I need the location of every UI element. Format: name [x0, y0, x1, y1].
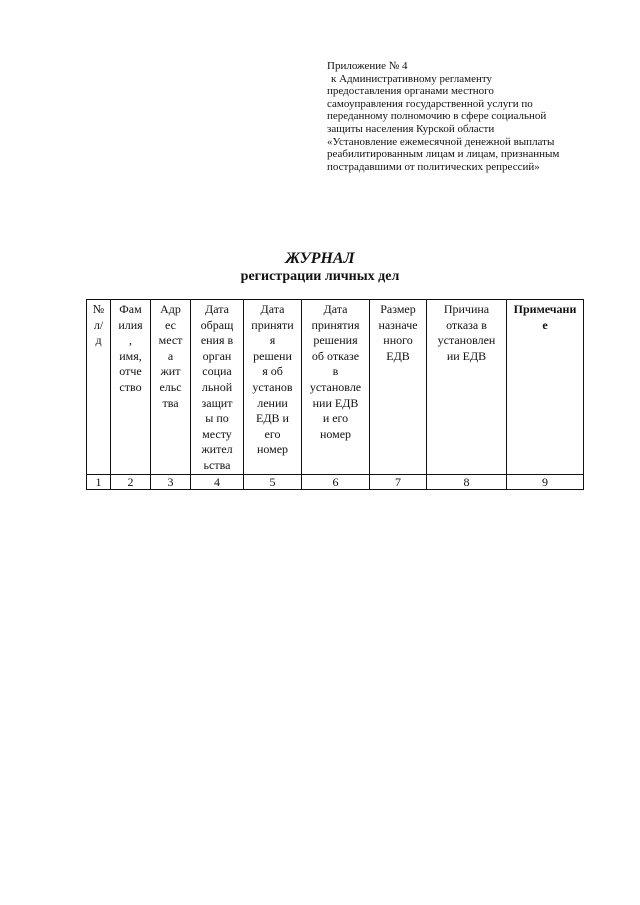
- header-cell-notes: [507, 300, 584, 475]
- column-number-cell: 7: [370, 474, 427, 489]
- column-number-cell: 1: [87, 474, 111, 489]
- header-cell-refusal-reason: [427, 300, 507, 475]
- header-cell-address: [151, 300, 191, 475]
- appendix-line: предоставления органами местного: [327, 85, 494, 98]
- appendix-line: реабилитированным лицам и лицам, признанным: [327, 148, 560, 161]
- header-text: Примечани е: [513, 302, 577, 332]
- appendix-line: защиты населения Курской области: [327, 122, 495, 135]
- document-title: ЖУРНАЛ: [285, 250, 355, 267]
- document-subtitle: регистрации личных дел: [240, 269, 400, 284]
- header-cell-decision-date: [244, 300, 302, 475]
- header-text: № л/ д: [92, 302, 105, 348]
- header-text: Дата принятия решения об отказе в установле нии ЕДВ и его номер: [309, 302, 362, 441]
- table-header-row: [87, 300, 584, 475]
- registration-journal-table: [86, 299, 584, 490]
- header-cell-fullname: [111, 300, 151, 475]
- header-text: Дата приняти я решени я об установ лении ЕДВ и его номер: [251, 302, 294, 457]
- header-text: Причина отказа в установлен ии ЕДВ: [437, 302, 496, 363]
- header-cell-application-date: [191, 300, 244, 475]
- header-cell-amount: [370, 300, 427, 475]
- appendix-line: переданному полномочию в сфере социальной: [327, 110, 547, 123]
- appendix-line: «Установление ежемесячной денежной выплаты: [327, 135, 555, 148]
- header-cell-refusal-date: [302, 300, 370, 475]
- appendix-block: [327, 60, 607, 173]
- column-number-cell: 6: [302, 474, 370, 489]
- table-number-row: [87, 474, 584, 489]
- header-cell-number: [87, 300, 111, 475]
- header-text: Фам илия , имя, отче ство: [118, 302, 143, 394]
- column-number-cell: 9: [507, 474, 584, 489]
- column-number-cell: 8: [427, 474, 507, 489]
- header-text: Дата обращ ения в орган социа льной защит ы по месту жител ьства: [200, 302, 234, 472]
- appendix-line: пострадавшими от политических репрессий»: [327, 160, 540, 173]
- column-number-cell: 3: [151, 474, 191, 489]
- appendix-line: к Административному регламенту: [331, 72, 493, 85]
- header-text: Адр ес мест а жит ельс тва: [158, 302, 183, 410]
- column-number-cell: 5: [244, 474, 302, 489]
- column-number-cell: 2: [111, 474, 151, 489]
- appendix-line: самоуправления государственной услуги по: [327, 97, 533, 110]
- appendix-line: Приложение № 4: [327, 60, 408, 72]
- header-text: Размер назначе нного ЕДВ: [378, 302, 418, 363]
- column-number-cell: 4: [191, 474, 244, 489]
